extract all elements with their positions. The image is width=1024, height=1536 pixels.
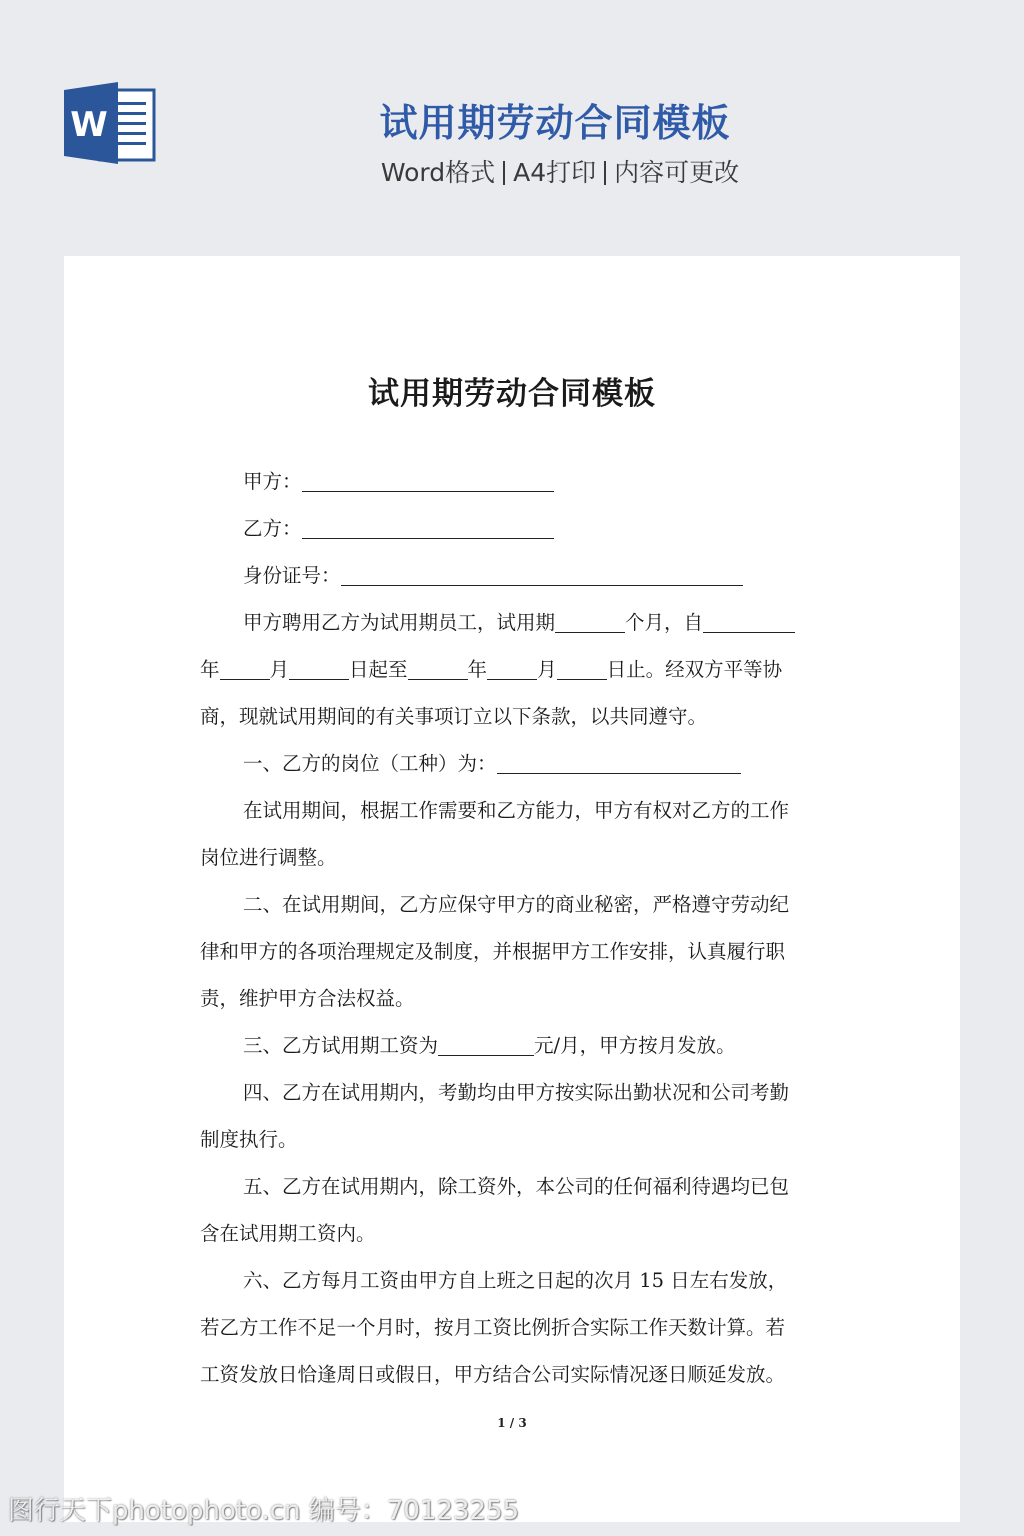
subtitle-editable: 内容可更改 — [614, 158, 740, 187]
paragraph-line: 在试用期间，根据工作需要和乙方能力，甲方有权对乙方的工作 — [243, 799, 790, 822]
document-body — [200, 458, 824, 1398]
clause-5: 五、乙方在试用期内，除工资外，本公司的任何福利待遇均已包 — [243, 1175, 790, 1198]
paragraph-line: 商，现就试用期间的有关事项订立以下条款，以共同遵守。 — [200, 705, 708, 728]
blank-end-month — [487, 653, 537, 680]
clause-6: 六、乙方每月工资由甲方自上班之日起的次月 15 日左右发放， — [243, 1269, 788, 1292]
text-run: 元/月，甲方按月发放。 — [534, 1034, 736, 1057]
document-page — [64, 256, 960, 1522]
blank-end-year — [408, 653, 468, 680]
blank-start-month — [220, 653, 270, 680]
word-icon-letter: W — [70, 105, 108, 145]
clause-2: 二、在试用期间，乙方应保守甲方的商业秘密，严格遵守劳动纪 — [243, 893, 790, 916]
blank-start-year — [703, 606, 795, 633]
text-run: 三、乙方试用期工资为 — [243, 1034, 439, 1057]
clause-1-position — [200, 740, 824, 787]
text-run: 甲方聘用乙方为试用期员工，试用期 — [243, 611, 556, 634]
paragraph-line — [200, 646, 824, 693]
id-number-label: 身份证号： — [243, 564, 341, 587]
position-blank — [497, 747, 741, 774]
party-b-line — [200, 505, 824, 552]
document-title: 试用期劳动合同模板 — [368, 376, 656, 412]
party-b-blank — [302, 512, 554, 539]
text-run: 年 — [200, 658, 220, 681]
paragraph-line: 岗位进行调整。 — [200, 846, 337, 869]
clause-3-salary — [200, 1022, 824, 1069]
page-number: 1 / 3 — [497, 1416, 527, 1430]
subtitle-separator — [604, 161, 606, 185]
subtitle-format: Word格式 — [380, 158, 496, 187]
paragraph-line: 责，维护甲方合法权益。 — [200, 987, 415, 1010]
party-b-label: 乙方： — [243, 517, 302, 540]
blank-months — [555, 606, 625, 633]
text-run: 月 — [269, 658, 290, 681]
party-a-line — [200, 458, 824, 505]
paragraph-line: 含在试用期工资内。 — [200, 1222, 376, 1245]
text-run: 年 — [467, 658, 488, 681]
text-run: 月 — [537, 658, 557, 681]
paragraph-line: 工资发放日恰逢周日或假日，甲方结合公司实际情况逐日顺延发放。 — [200, 1363, 786, 1386]
text-run: 日止。经双方平等协 — [606, 658, 783, 681]
watermark-text: 图行天下photophoto.cn 编号：70123255 — [8, 1496, 520, 1526]
text-run: 一、乙方的岗位（工种）为： — [243, 752, 497, 775]
party-a-label: 甲方： — [243, 470, 302, 493]
blank-end-day — [557, 653, 607, 680]
id-number-line — [200, 552, 824, 599]
paragraph-line: 制度执行。 — [200, 1128, 298, 1151]
paragraph-line: 律和甲方的各项治理规定及制度，并根据甲方工作安排，认真履行职 — [200, 940, 786, 963]
id-number-blank — [341, 559, 743, 586]
header-title: 试用期劳动合同模板 — [379, 101, 731, 145]
paragraph-line — [200, 599, 824, 646]
text-run: 日起至 — [349, 658, 408, 681]
salary-blank — [438, 1029, 534, 1056]
subtitle-separator — [503, 161, 505, 185]
header-subtitle — [300, 153, 820, 189]
blank-start-day — [289, 653, 349, 680]
clause-4: 四、乙方在试用期内，考勤均由甲方按实际出勤状况和公司考勤 — [243, 1081, 790, 1104]
word-doc-icon — [64, 82, 156, 164]
subtitle-print: A4打印 — [513, 158, 597, 187]
paragraph-line: 若乙方工作不足一个月时，按月工资比例折合实际工作天数计算。若 — [200, 1316, 786, 1339]
text-run: 个月，自 — [625, 611, 704, 634]
party-a-blank — [302, 465, 554, 492]
